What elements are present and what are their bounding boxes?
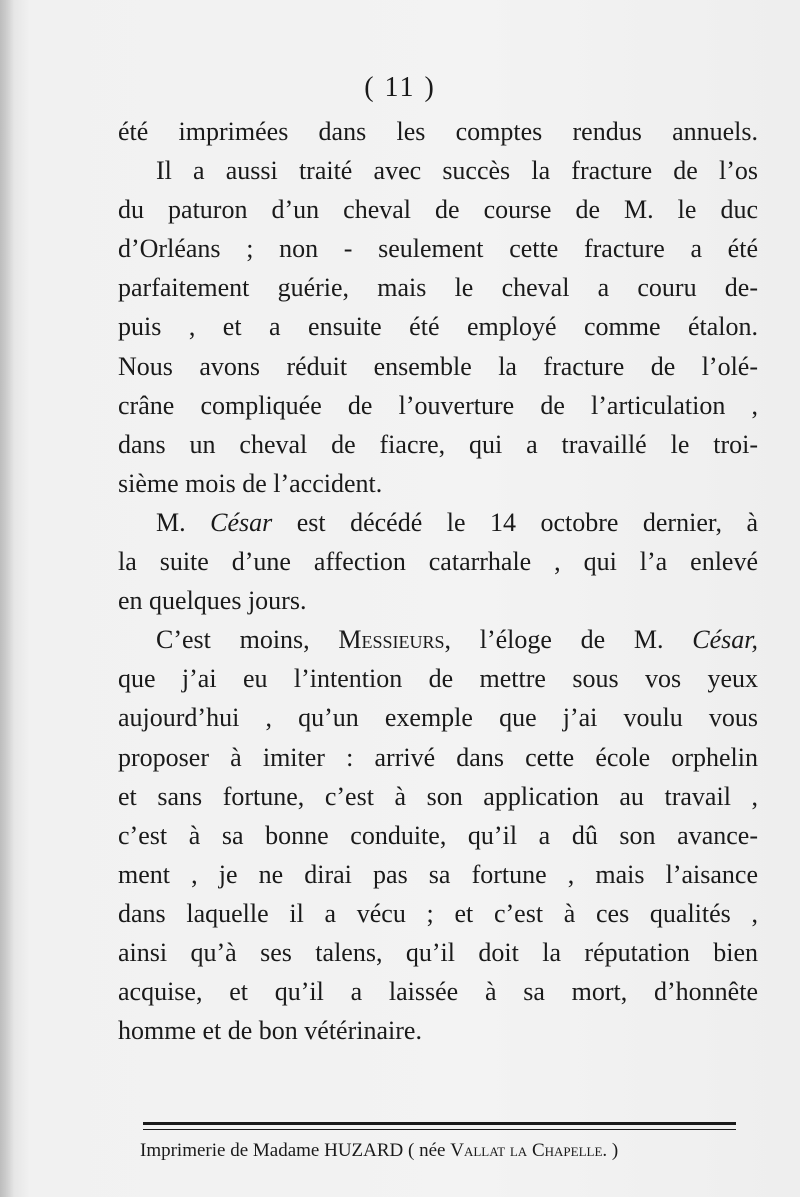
footer-rule-thin <box>143 1129 736 1130</box>
name-cesar: César, <box>692 625 758 655</box>
text-line: homme et de bon vétérinaire. <box>118 1016 422 1046</box>
text-fragment: C’est moins, <box>156 625 339 655</box>
text-line: du paturon d’un cheval de course de M. le duc <box>118 195 758 225</box>
footer-rule-thick <box>143 1122 736 1125</box>
name-cesar: César <box>210 507 273 537</box>
text-line: la suite d’une affection catarrhale , qui l’a enlevé <box>118 547 758 577</box>
text-line: puis , et a ensuite été employé comme étalon. <box>118 312 758 342</box>
text-line: dans un cheval de fiacre, qui a travaillé le troi- <box>118 429 758 459</box>
text-line: acquise, et qu’il a laissée à sa mort, d’honnête <box>118 977 758 1007</box>
text-line: c’est à sa bonne conduite, qu’il a dû son avance- <box>118 820 758 850</box>
text-line: Il a aussi traité avec succès la fracture de l’os <box>156 156 758 186</box>
text-line: en quelques jours. <box>118 586 307 616</box>
text-line: que j’ai eu l’intention de mettre sous vos yeux <box>118 664 758 694</box>
text-fragment: , l’éloge de M. <box>444 625 693 655</box>
imprint-name: Vallat la Chapelle. <box>450 1140 608 1161</box>
body-text <box>118 112 758 1050</box>
binding-shadow <box>0 0 14 1197</box>
text-line-cesar <box>118 503 758 542</box>
text-line: et sans fortune, c’est à son application au travail , <box>118 781 758 811</box>
text-line: parfaitement guérie, mais le cheval a couru de- <box>118 273 758 303</box>
imprint-end: ) <box>607 1140 619 1161</box>
text-line: dans laquelle il a vécu ; et c’est à ces qualités , <box>118 898 758 928</box>
imprint-text: Imprimerie de Madame HUZARD ( née <box>140 1140 451 1161</box>
text-line: aujourd’hui , qu’un exemple que j’ai voulu vous <box>118 703 758 733</box>
imprint-line <box>140 1140 760 1162</box>
text-fragment: est décédé le 14 octobre dernier, à <box>272 507 758 537</box>
page-number: ( 11 ) <box>364 72 436 103</box>
text-line: crâne compliquée de l’ouverture de l’articulation , <box>118 390 758 420</box>
text-line-messieurs <box>118 620 758 659</box>
text-line: Nous avons réduit ensemble la fracture de l’olé- <box>118 351 758 381</box>
text-line: d’Orléans ; non - seulement cette fracture a été <box>118 234 758 264</box>
text-line: été imprimées dans les comptes rendus annuels. <box>118 117 758 146</box>
text-line: ainsi qu’à ses talens, qu’il doit la réputation bien <box>118 937 758 967</box>
text-line: proposer à imiter : arrivé dans cette école orphelin <box>118 742 758 772</box>
messieurs-small-caps: Messieurs <box>338 625 445 655</box>
text-line: sième mois de l’accident. <box>118 468 383 498</box>
text-line: ment , je ne dirai pas sa fortune , mais l’aisance <box>118 859 758 889</box>
monsieur-abbrev: M. <box>156 507 211 537</box>
